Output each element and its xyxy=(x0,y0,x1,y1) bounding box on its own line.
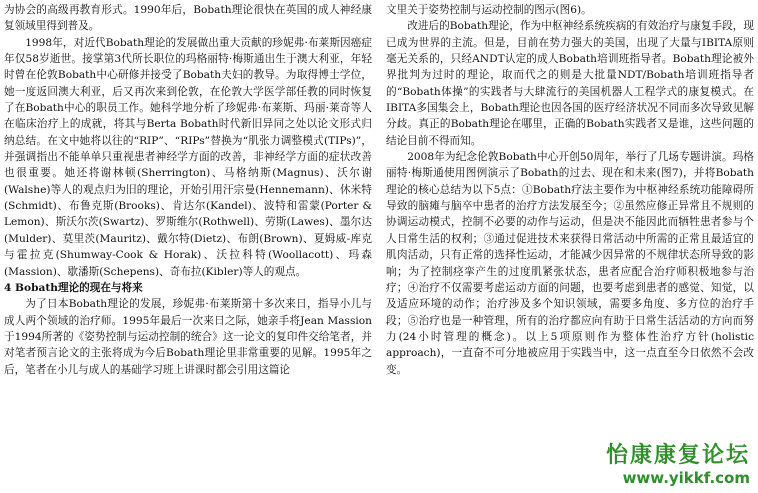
right-paragraph-3: 2008年为纪念伦敦Bobath中心开创50周年，举行了几场专题讲演。玛格丽特·梅斯通使用图例演示了Bobath的过去、现在和未来(图7)，并将Bobath理论的核心总结为以下5点：①Bobath疗法主要作为中枢神经系统功能障碍所导致的脑瘫与脑卒中患者的治疗方法发展至今；②虽然应修正异常且不规则的协调运动模式，控制不必要的动作与运动，但是决不能因此而牺牲患者参与个人日常生活的权利；③通过促进技术来获得日常活动中所需的正常且最适宜的肌肉活动，只有正常的选择性运动，才能减少因异常的不规律状态所导致的影响；为了控制痉挛产生的过度肌紧张状态，患者应配合治疗师积极地参与治疗；④治疗不仅需要考虑运动方面的问题，也要考虑到患者的感觉、知觉，以及适应环境的动作；治疗涉及多个知识领域，需要多角度、多方位的治疗手段；⑤治疗也是一种管理，所有的治疗都应向有助于日常生活活动的方向而努力(24小时管理的概念)。以上5项原则作为整体性治疗方针(holistic approach)，一直奋不可分地被应用于实践当中，这一点直至今日依然不会改变。 xyxy=(386,151,754,376)
left-paragraph-1: 为协会的高级再教育形式。1990年后，Bobath理论很快在英国的成人神经康复领域里得到普及。 xyxy=(4,4,372,33)
right-paragraph-2: 改进后的Bobath理论，作为中枢神经系统疾病的有效治疗与康复手段，现已成为世界的主流。但是，目前在势力强大的美国，出现了大量与IBITA原则毫无关系的，只经ANDT认定的成人Bobath培训班指导者。Bobath理论被外界批判为过时的理论，取而代之的则是大批量NDT/Bobath培训班指导者的“Bobath体操”的实践者与大肆流行的美国机器人工程学式的康复模式。在IBITA多国集会上，Bobath理论也因各国的医疗经济状况不同而多次导致见解分歧。真正的Bobath理论在哪里，正确的Bobath实践者又是谁，这些问题的结论目前不得而知。 xyxy=(386,20,754,147)
section-heading: 4 Bobath理论的现在与将来 xyxy=(4,281,143,294)
left-column xyxy=(4,2,372,493)
left-paragraph-3: 为了日本Bobath理论的发展，珍妮弗·布莱斯第十多次来日，指导小儿与成人两个领域的治疗师。1995年最后一次来日之际，她亲手将Jean Massion于1994所著的《姿势控制与运动控制的统合》这一论文的复印件交给笔者，并对笔者预言论文的主张将成为今后Bobath理论里非常重要的见解。1995年之后，笔者在小儿与成人的基础学习班上讲课时都会引用这篇论 xyxy=(4,298,372,376)
right-paragraph-1: 文里关于姿势控制与运动控制的图示(图6)。 xyxy=(386,4,592,16)
left-paragraph-2: 1998年，对近代Bobath理论的发展做出重大贡献的珍妮弗·布莱斯因癌症年仅58岁逝世。接掌第3代所长职位的玛格丽特·梅斯通出生于澳大利亚，年轻时曾在伦敦Bobath中心研修并接受了Bobath夫妇的教导。为取得博士学位，她一度返回澳大利亚，后又再次来到伦敦，在伦敦大学医学部任教的同时恢复了在Bobath中心的职员工作。她科学地分析了珍妮弗·布莱斯、玛丽·莱奇等人在临床治疗上的成就，将其与Berta Bobath时代新旧异同之处以论文形式归纳总结。在文中她将以往的“RIP”、“RIPs”替换为“肌张力调整模式(TIPs)”，并强调指出不能单单只重视患者神经学方面的改善，非神经学方面的症状改善也很重要。她还将谢林顿(Sherrington)、马格纳斯(Magnus)、沃尔谢(Walshe)等人的观点归为旧的理论，开始引用汗宗曼(Hennemann)、休米特(Schmidt)、布鲁克斯(Brooks)、肯达尔(Kandel)、波特和雷蒙(Porter & Lemon)、斯沃尔茨(Swartz)、罗斯维尔(Rothwell)、劳斯(Lawes)、墨尔达(Mulder)、莫里茨(Mauritz)、戴尔特(Dietz)、布朗(Brown)、夏姆威-库克与霍拉克(Shumway-Cook & Horak)、沃拉科特(Woollacott)、玛森(Massion)、歇潘斯(Schepens)、奇布拉(Kibler)等人的观点。 xyxy=(4,36,372,278)
watermark-title: 怡康康复论坛 xyxy=(605,443,750,468)
watermark-url: www.yikkf.com xyxy=(622,469,750,487)
right-column xyxy=(386,2,754,493)
